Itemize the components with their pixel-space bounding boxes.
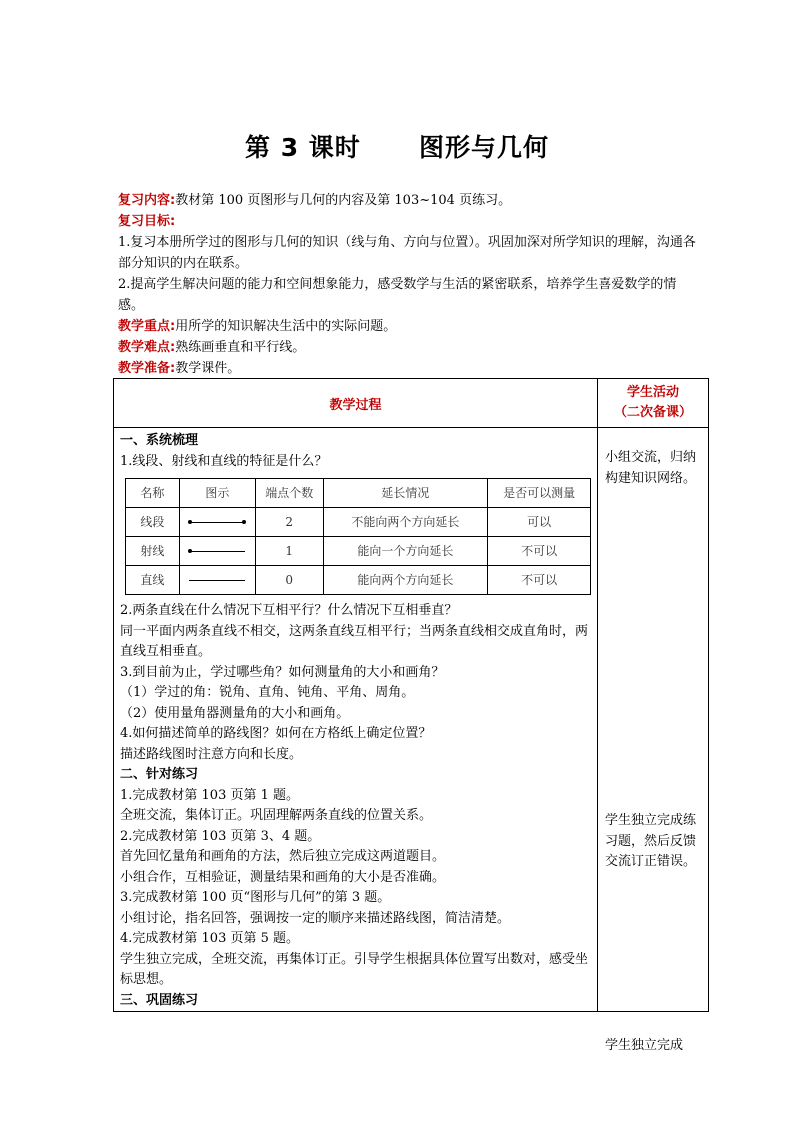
table-header-row xyxy=(114,379,709,428)
line-name: 直线 xyxy=(126,566,180,595)
segment-icon xyxy=(189,518,245,526)
line-table-header-cell: 名称 xyxy=(126,479,180,508)
segment-icon-cell xyxy=(179,508,255,537)
extension: 能向两个方向延长 xyxy=(323,566,488,595)
line-table-header-cell: 图示 xyxy=(179,479,255,508)
preparation xyxy=(118,358,698,379)
key-point-text: 用所学的知识解决生活中的实际问题。 xyxy=(175,319,397,334)
key-point-label: 教学重点: xyxy=(118,319,176,334)
endpoint-count: 0 xyxy=(255,566,323,595)
list-item: 2.完成教材第 103 页第 3、4 题。 xyxy=(120,828,321,844)
review-content-label: 复习内容: xyxy=(118,193,176,208)
section1-q2: 2.两条直线在什么情况下互相平行？什么情况下互相垂直？ xyxy=(120,603,458,618)
difficulty-label: 教学难点: xyxy=(118,340,176,355)
line-table-header-cell: 延长情况 xyxy=(323,479,488,508)
goal-2: 2.提高学生解决问题的能力和空间想象能力，感受数学与生活的紧密联系，培养学生喜爱数学的情感。 xyxy=(118,277,677,313)
line-name: 射线 xyxy=(126,537,180,566)
preparation-label: 教学准备: xyxy=(118,361,176,376)
lesson-intro xyxy=(118,190,698,379)
ray-icon xyxy=(189,547,245,555)
section2-heading: 二、针对练习 xyxy=(120,767,199,782)
activity-header-line1: 学生活动 xyxy=(626,385,679,400)
list-item: 首先回忆量角和画角的方法，然后独立完成这两道题目。 xyxy=(120,849,446,864)
review-goals xyxy=(118,211,698,232)
section1-a2: 同一平面内两条直线不相交，这两条直线互相平行；当两条直线相交成直角时，两直线互相垂直。 xyxy=(120,623,589,659)
endpoint-count: 2 xyxy=(255,508,323,537)
table-row xyxy=(126,566,591,595)
goal-1: 1.复习本册所学过的图形与几何的知识（线与角、方向与位置）。巩固加深对所学知识的理解，沟通各部分知识的内在联系。 xyxy=(118,235,696,271)
process-cell xyxy=(114,428,598,1012)
table-row xyxy=(126,508,591,537)
measurable: 不可以 xyxy=(488,566,591,595)
activity-2: 学生独立完成练习题，然后反馈交流订正错误。 xyxy=(605,813,697,869)
measurable: 不可以 xyxy=(488,537,591,566)
process-header: 教学过程 xyxy=(114,379,598,428)
section1-a3-2: （2）使用量角器测量角的大小和画角。 xyxy=(120,705,350,721)
line-name: 线段 xyxy=(126,508,180,537)
review-content-text: 教材第 100 页图形与几何的内容及第 103~104 页练习。 xyxy=(175,193,512,208)
key-point xyxy=(118,316,698,337)
list-item: 小组合作，互相验证，测量结果和画角的大小是否准确。 xyxy=(120,869,446,885)
line-table-header-cell: 端点个数 xyxy=(255,479,323,508)
activity-header-line2: （二次备课） xyxy=(613,405,692,420)
activity-3: 学生独立完成 xyxy=(605,1038,684,1053)
endpoint-count: 1 xyxy=(255,537,323,566)
list-item: 学生独立完成，全班交流，再集体订正。引导学生根据具体位置写出数对，感受坐标思想。 xyxy=(120,951,589,987)
section1-a3-1: （1）学过的角：锐角、直角、钝角、平角、周角。 xyxy=(120,685,415,700)
line-icon-cell xyxy=(179,566,255,595)
list-item: 1.完成教材第 103 页第 1 题。 xyxy=(120,787,300,803)
list-item: 全班交流，集体订正。巩固理解两条直线的位置关系。 xyxy=(120,808,433,823)
activity-cell xyxy=(598,428,709,1053)
list-item: 3.完成教材第 100 页“图形与几何”的第 3 题。 xyxy=(120,890,391,905)
table-body-row xyxy=(114,428,709,1012)
line-properties-table xyxy=(125,478,591,595)
line-table-header-cell: 是否可以测量 xyxy=(488,479,591,508)
measurable: 可以 xyxy=(488,508,591,537)
lesson-process-table xyxy=(113,378,709,1053)
table-row xyxy=(126,537,591,566)
section1-heading: 一、系统梳理 xyxy=(120,433,199,448)
extension: 不能向两个方向延长 xyxy=(323,508,488,537)
preparation-text: 教学课件。 xyxy=(175,361,241,376)
page-title: 第 3 课时 图形与几何 xyxy=(244,133,550,162)
activity-header xyxy=(598,379,709,428)
extension: 能向一个方向延长 xyxy=(323,537,488,566)
section1-q4: 4.如何描述简单的路线图？如何在方格纸上确定位置？ xyxy=(120,726,432,741)
section3-heading: 三、巩固练习 xyxy=(120,992,199,1008)
difficulty-text: 熟练画垂直和平行线。 xyxy=(175,340,306,355)
ray-icon-cell xyxy=(179,537,255,566)
section1-a4: 描述路线图时注意方向和长度。 xyxy=(120,746,303,762)
list-item: 4.完成教材第 103 页第 5 题。 xyxy=(120,931,300,946)
activity-1: 小组交流，归纳构建知识网络。 xyxy=(605,450,697,486)
line-table-header xyxy=(126,479,591,508)
difficulty xyxy=(118,337,698,358)
section1-q1: 1.线段、射线和直线的特征是什么？ xyxy=(120,453,328,469)
line-icon xyxy=(189,576,245,584)
review-goals-label: 复习目标: xyxy=(118,214,176,229)
review-content xyxy=(118,190,698,211)
list-item: 小组讨论，指名回答，强调按一定的顺序来描述路线图，简洁清楚。 xyxy=(120,910,511,926)
section1-q3: 3.到目前为止，学过哪些角？如何测量角的大小和画角？ xyxy=(120,664,445,680)
